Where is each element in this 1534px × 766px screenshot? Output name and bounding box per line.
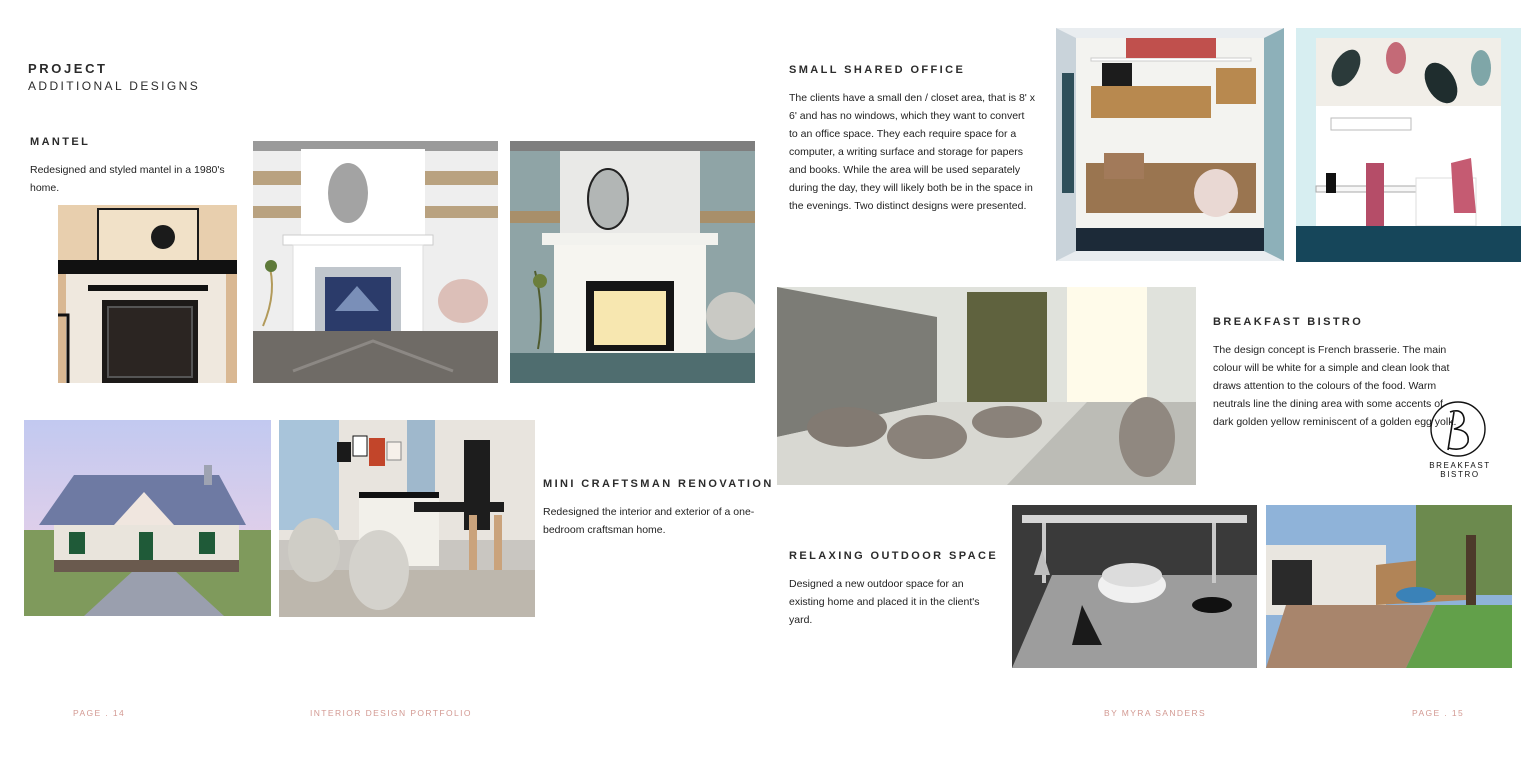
- mantel-description: Redesigned and styled mantel in a 1980's home.: [30, 164, 225, 194]
- craftsman-interior-render: [279, 420, 535, 617]
- craftsman-description: Redesigned the interior and exterior of a one-bedroom craftsman home.: [543, 506, 755, 536]
- outdoor-heading: RELAXING OUTDOOR SPACE: [789, 550, 999, 562]
- footer-page-left: PAGE . 14: [73, 708, 126, 718]
- page-title-line2: ADDITIONAL DESIGNS: [28, 79, 201, 93]
- mantel-before-photo: [58, 205, 237, 383]
- bistro-description: The design concept is French brasserie. The main colour will be white for a simple and clean look that draws attention to the colours of the food. Warm neutrals line the dining area with some accents of dark golden yellow reminiscent of a golden egg yolk.: [1213, 344, 1457, 428]
- bistro-render: [777, 287, 1196, 485]
- craftsman-exterior-render: [24, 420, 271, 616]
- outdoor-photo: [1266, 505, 1512, 668]
- office-design-1-render: [1056, 28, 1284, 261]
- page-title-line1: PROJECT: [28, 61, 108, 76]
- bistro-heading: BREAKFAST BISTRO: [1213, 316, 1364, 328]
- footer-page-right: PAGE . 15: [1412, 708, 1465, 718]
- craftsman-heading: MINI CRAFTSMAN RENOVATION: [543, 478, 774, 490]
- outdoor-description: Designed a new outdoor space for an existing home and placed it in the client's yard.: [789, 578, 980, 626]
- office-design-2-render: [1296, 28, 1521, 262]
- outdoor-model-render: [1012, 505, 1257, 668]
- bistro-logo: [1410, 398, 1510, 479]
- mantel-render-2: [510, 141, 755, 383]
- footer-portfolio-title: INTERIOR DESIGN PORTFOLIO: [310, 708, 472, 718]
- mantel-render-1: [253, 141, 498, 383]
- office-description: The clients have a small den / closet area, that is 8' x 6' and has no windows, which they want to convert to an office space. They each require space for a computer, a writing surface and storage for papers and books. While the area will be used separately during the day, they will likely both be in the space in the evenings. Two distinct designs were presented.: [789, 92, 1035, 212]
- page-title: [28, 61, 200, 93]
- bistro-logo-mark: [1410, 398, 1510, 460]
- footer-author: BY MYRA SANDERS: [1104, 708, 1207, 718]
- mantel-heading: MANTEL: [30, 136, 91, 148]
- bistro-logo-text: BREAKFAST BISTRO: [1429, 461, 1491, 479]
- office-heading: SMALL SHARED OFFICE: [789, 64, 966, 76]
